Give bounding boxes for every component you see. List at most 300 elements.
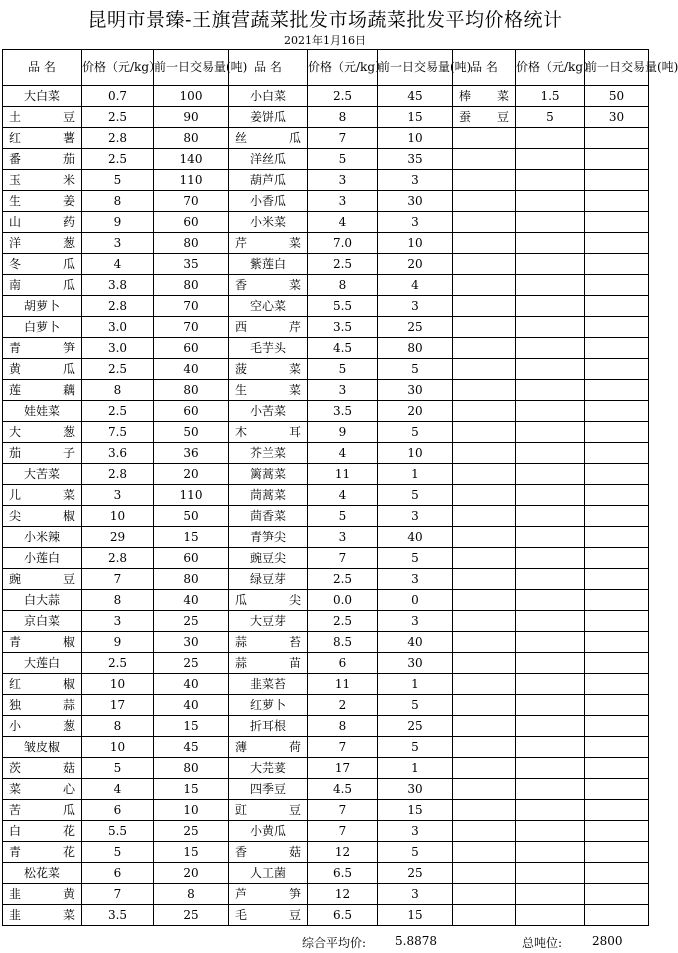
- table-row: [3, 548, 649, 569]
- header-row: [3, 50, 649, 86]
- cell-name: 松花菜: [3, 863, 82, 884]
- cell-price: 4: [308, 212, 378, 233]
- cell-volume: 30: [378, 380, 453, 401]
- empty-cell: [516, 422, 585, 443]
- cell-name: 白花: [3, 821, 82, 842]
- empty-cell: [516, 800, 585, 821]
- cell-price: 2.5: [82, 149, 154, 170]
- cell-volume: 40: [154, 590, 229, 611]
- empty-cell: [516, 884, 585, 905]
- empty-cell: [516, 401, 585, 422]
- table-row: [3, 653, 649, 674]
- cell-volume: 30: [378, 191, 453, 212]
- cell-name: 紫莲白: [229, 254, 308, 275]
- cell-name: 青椒: [3, 632, 82, 653]
- cell-volume: 0: [378, 590, 453, 611]
- empty-cell: [585, 128, 649, 149]
- empty-cell: [453, 380, 516, 401]
- cell-price: 3.5: [308, 317, 378, 338]
- table-row: [3, 170, 649, 191]
- cell-volume: 60: [154, 338, 229, 359]
- cell-volume: 20: [154, 863, 229, 884]
- cell-price: 29: [82, 527, 154, 548]
- table-row: [3, 905, 649, 926]
- empty-cell: [453, 443, 516, 464]
- cell-price: 10: [82, 674, 154, 695]
- empty-cell: [453, 149, 516, 170]
- empty-cell: [516, 674, 585, 695]
- cell-price: 2.5: [308, 611, 378, 632]
- cell-name: 生菜: [229, 380, 308, 401]
- cell-price: 8: [308, 107, 378, 128]
- cell-volume: 5: [378, 737, 453, 758]
- empty-cell: [453, 569, 516, 590]
- empty-cell: [516, 380, 585, 401]
- table-row: [3, 485, 649, 506]
- empty-cell: [516, 191, 585, 212]
- cell-name: 姜饼瓜: [229, 107, 308, 128]
- empty-cell: [585, 863, 649, 884]
- cell-name: 胡萝卜: [3, 296, 82, 317]
- cell-name: 小黄瓜: [229, 821, 308, 842]
- cell-price: 10: [82, 737, 154, 758]
- empty-cell: [453, 653, 516, 674]
- empty-cell: [453, 611, 516, 632]
- cell-volume: 8: [154, 884, 229, 905]
- empty-cell: [585, 800, 649, 821]
- table-row: [3, 107, 649, 128]
- cell-name: 豌豆尖: [229, 548, 308, 569]
- total-tonnage-value: 2800: [592, 934, 623, 948]
- cell-volume: 35: [378, 149, 453, 170]
- report-date: 2021年1月16日: [284, 34, 366, 47]
- cell-name: 儿菜: [3, 485, 82, 506]
- cell-volume: 20: [378, 254, 453, 275]
- cell-price: 7.5: [82, 422, 154, 443]
- cell-name: 毛豆: [229, 905, 308, 926]
- empty-cell: [585, 548, 649, 569]
- empty-cell: [453, 779, 516, 800]
- empty-cell: [453, 548, 516, 569]
- cell-name: 青笋: [3, 338, 82, 359]
- cell-volume: 15: [154, 779, 229, 800]
- cell-volume: 4: [378, 275, 453, 296]
- cell-name: 番茄: [3, 149, 82, 170]
- empty-cell: [453, 800, 516, 821]
- empty-cell: [585, 632, 649, 653]
- cell-price: 2.5: [82, 359, 154, 380]
- empty-cell: [585, 212, 649, 233]
- empty-cell: [516, 653, 585, 674]
- cell-volume: 30: [378, 779, 453, 800]
- table-row: [3, 590, 649, 611]
- table-row: [3, 233, 649, 254]
- empty-cell: [453, 191, 516, 212]
- cell-name: 棒菜: [453, 86, 516, 107]
- cell-volume: 80: [154, 758, 229, 779]
- cell-volume: 40: [378, 632, 453, 653]
- table-row: [3, 821, 649, 842]
- cell-name: 人工菌: [229, 863, 308, 884]
- empty-cell: [453, 884, 516, 905]
- cell-name: 香菇: [229, 842, 308, 863]
- cell-price: 7.0: [308, 233, 378, 254]
- cell-volume: 20: [154, 464, 229, 485]
- header-volume: 前一日交易量(吨): [585, 50, 649, 86]
- empty-cell: [516, 275, 585, 296]
- cell-price: 2.5: [308, 569, 378, 590]
- empty-cell: [585, 590, 649, 611]
- cell-price: 7: [308, 821, 378, 842]
- cell-name: 茄子: [3, 443, 82, 464]
- table-row: [3, 506, 649, 527]
- cell-name: 毛芋头: [229, 338, 308, 359]
- table-row: [3, 569, 649, 590]
- cell-name: 韭菜苔: [229, 674, 308, 695]
- table-row: [3, 737, 649, 758]
- table-row: [3, 842, 649, 863]
- header-name: 品 名: [3, 50, 82, 86]
- cell-volume: 90: [154, 107, 229, 128]
- table-row: [3, 632, 649, 653]
- cell-name: 青花: [3, 842, 82, 863]
- cell-price: 6: [82, 800, 154, 821]
- empty-cell: [585, 170, 649, 191]
- cell-volume: 10: [154, 800, 229, 821]
- cell-name: 京白菜: [3, 611, 82, 632]
- cell-price: 7: [82, 569, 154, 590]
- cell-volume: 10: [378, 128, 453, 149]
- cell-price: 8: [308, 275, 378, 296]
- cell-price: 7: [308, 800, 378, 821]
- cell-name: 韭菜: [3, 905, 82, 926]
- empty-cell: [453, 254, 516, 275]
- cell-volume: 140: [154, 149, 229, 170]
- total-tonnage-label: 总吨位:: [522, 936, 563, 950]
- cell-name: 木耳: [229, 422, 308, 443]
- cell-name: 茼蒿菜: [229, 485, 308, 506]
- cell-price: 5: [82, 170, 154, 191]
- empty-cell: [585, 716, 649, 737]
- empty-cell: [453, 401, 516, 422]
- cell-price: 3: [308, 170, 378, 191]
- table-row: [3, 149, 649, 170]
- empty-cell: [585, 611, 649, 632]
- table-row: [3, 317, 649, 338]
- cell-volume: 1: [378, 464, 453, 485]
- cell-price: 2.8: [82, 128, 154, 149]
- table-row: [3, 254, 649, 275]
- cell-name: 芥兰菜: [229, 443, 308, 464]
- cell-price: 12: [308, 842, 378, 863]
- cell-price: 11: [308, 464, 378, 485]
- empty-cell: [585, 842, 649, 863]
- cell-price: 7: [308, 128, 378, 149]
- cell-volume: 70: [154, 191, 229, 212]
- cell-name: 莲藕: [3, 380, 82, 401]
- header-name: 品 名: [453, 50, 516, 86]
- cell-price: 9: [308, 422, 378, 443]
- cell-price: 8: [82, 191, 154, 212]
- table-row: [3, 674, 649, 695]
- cell-name: 空心菜: [229, 296, 308, 317]
- cell-name: 蒜苔: [229, 632, 308, 653]
- cell-name: 大白菜: [3, 86, 82, 107]
- empty-cell: [453, 359, 516, 380]
- empty-cell: [516, 170, 585, 191]
- empty-cell: [585, 485, 649, 506]
- cell-price: 3: [82, 233, 154, 254]
- cell-price: 3.5: [82, 905, 154, 926]
- table-row: [3, 380, 649, 401]
- table-row: [3, 401, 649, 422]
- cell-name: 黄瓜: [3, 359, 82, 380]
- cell-price: 6.5: [308, 905, 378, 926]
- empty-cell: [516, 338, 585, 359]
- cell-price: 5: [82, 758, 154, 779]
- cell-volume: 3: [378, 611, 453, 632]
- cell-volume: 80: [154, 233, 229, 254]
- table-row: [3, 86, 649, 107]
- cell-price: 3.8: [82, 275, 154, 296]
- empty-cell: [516, 548, 585, 569]
- cell-volume: 5: [378, 695, 453, 716]
- cell-volume: 5: [378, 359, 453, 380]
- cell-volume: 3: [378, 212, 453, 233]
- empty-cell: [516, 569, 585, 590]
- empty-cell: [453, 212, 516, 233]
- cell-volume: 35: [154, 254, 229, 275]
- cell-name: 葫芦瓜: [229, 170, 308, 191]
- cell-volume: 50: [585, 86, 649, 107]
- cell-price: 2.5: [308, 86, 378, 107]
- empty-cell: [585, 884, 649, 905]
- cell-volume: 70: [154, 296, 229, 317]
- empty-cell: [585, 653, 649, 674]
- cell-volume: 25: [154, 905, 229, 926]
- empty-cell: [453, 338, 516, 359]
- table-row: [3, 884, 649, 905]
- cell-volume: 5: [378, 485, 453, 506]
- cell-price: 5: [308, 359, 378, 380]
- empty-cell: [516, 254, 585, 275]
- empty-cell: [516, 716, 585, 737]
- cell-volume: 25: [378, 317, 453, 338]
- cell-volume: 60: [154, 212, 229, 233]
- cell-name: 小米菜: [229, 212, 308, 233]
- empty-cell: [516, 527, 585, 548]
- empty-cell: [516, 632, 585, 653]
- cell-name: 芹菜: [229, 233, 308, 254]
- cell-name: 蒜苗: [229, 653, 308, 674]
- empty-cell: [585, 254, 649, 275]
- cell-volume: 5: [378, 842, 453, 863]
- table-row: [3, 275, 649, 296]
- table-row: [3, 527, 649, 548]
- cell-volume: 15: [154, 716, 229, 737]
- cell-price: 9: [82, 632, 154, 653]
- cell-price: 2.5: [82, 107, 154, 128]
- cell-name: 绿豆芽: [229, 569, 308, 590]
- empty-cell: [585, 443, 649, 464]
- empty-cell: [585, 527, 649, 548]
- cell-volume: 3: [378, 506, 453, 527]
- cell-name: 小白菜: [229, 86, 308, 107]
- cell-name: 冬瓜: [3, 254, 82, 275]
- empty-cell: [516, 863, 585, 884]
- cell-price: 4: [308, 443, 378, 464]
- cell-name: 芦笋: [229, 884, 308, 905]
- cell-name: 小葱: [3, 716, 82, 737]
- empty-cell: [453, 695, 516, 716]
- header-price: 价格（元/kg）: [308, 50, 378, 86]
- cell-name: 四季豆: [229, 779, 308, 800]
- header-volume: 前一日交易量(吨): [378, 50, 453, 86]
- empty-cell: [453, 275, 516, 296]
- cell-price: 5.5: [308, 296, 378, 317]
- cell-price: 3: [82, 611, 154, 632]
- cell-name: 小米辣: [3, 527, 82, 548]
- cell-volume: 100: [154, 86, 229, 107]
- cell-volume: 110: [154, 485, 229, 506]
- empty-cell: [516, 443, 585, 464]
- cell-price: 2.8: [82, 464, 154, 485]
- empty-cell: [453, 464, 516, 485]
- cell-price: 3: [82, 485, 154, 506]
- cell-volume: 5: [378, 422, 453, 443]
- cell-price: 6.5: [308, 863, 378, 884]
- header-name: 品 名: [229, 50, 308, 86]
- table-row: [3, 611, 649, 632]
- empty-cell: [516, 695, 585, 716]
- cell-volume: 25: [154, 653, 229, 674]
- cell-name: 洋葱: [3, 233, 82, 254]
- cell-volume: 50: [154, 422, 229, 443]
- cell-volume: 60: [154, 401, 229, 422]
- cell-price: 10: [82, 506, 154, 527]
- cell-name: 玉米: [3, 170, 82, 191]
- cell-name: 生姜: [3, 191, 82, 212]
- empty-cell: [453, 737, 516, 758]
- cell-volume: 3: [378, 884, 453, 905]
- cell-volume: 10: [378, 233, 453, 254]
- cell-name: 茴香菜: [229, 506, 308, 527]
- cell-price: 3: [308, 380, 378, 401]
- cell-price: 4.5: [308, 338, 378, 359]
- empty-cell: [453, 422, 516, 443]
- cell-name: 独蒜: [3, 695, 82, 716]
- table-row: [3, 800, 649, 821]
- average-price-label: 综合平均价:: [302, 936, 367, 950]
- empty-cell: [453, 233, 516, 254]
- cell-price: 11: [308, 674, 378, 695]
- table-row: [3, 212, 649, 233]
- cell-price: 5: [82, 842, 154, 863]
- cell-name: 薄荷: [229, 737, 308, 758]
- cell-name: 红萝卜: [229, 695, 308, 716]
- empty-cell: [516, 233, 585, 254]
- empty-cell: [585, 317, 649, 338]
- cell-price: 2: [308, 695, 378, 716]
- empty-cell: [453, 716, 516, 737]
- empty-cell: [516, 485, 585, 506]
- cell-price: 8: [82, 716, 154, 737]
- cell-price: 8: [82, 380, 154, 401]
- cell-volume: 25: [154, 611, 229, 632]
- empty-cell: [585, 905, 649, 926]
- cell-name: 大葱: [3, 422, 82, 443]
- empty-cell: [585, 149, 649, 170]
- cell-name: 小苦菜: [229, 401, 308, 422]
- empty-cell: [585, 233, 649, 254]
- empty-cell: [516, 905, 585, 926]
- empty-cell: [516, 611, 585, 632]
- cell-price: 7: [82, 884, 154, 905]
- empty-cell: [585, 380, 649, 401]
- empty-cell: [516, 317, 585, 338]
- cell-price: 3.0: [82, 338, 154, 359]
- cell-name: 白萝卜: [3, 317, 82, 338]
- cell-price: 5: [516, 107, 585, 128]
- empty-cell: [585, 359, 649, 380]
- cell-volume: 80: [154, 380, 229, 401]
- cell-volume: 10: [378, 443, 453, 464]
- cell-name: 大莲白: [3, 653, 82, 674]
- empty-cell: [585, 464, 649, 485]
- cell-volume: 3: [378, 569, 453, 590]
- table-row: [3, 359, 649, 380]
- table-row: [3, 422, 649, 443]
- cell-name: 茨菇: [3, 758, 82, 779]
- empty-cell: [585, 674, 649, 695]
- empty-cell: [516, 128, 585, 149]
- empty-cell: [585, 401, 649, 422]
- cell-price: 8.5: [308, 632, 378, 653]
- cell-volume: 1: [378, 758, 453, 779]
- empty-cell: [585, 296, 649, 317]
- empty-cell: [516, 779, 585, 800]
- cell-volume: 80: [154, 128, 229, 149]
- cell-volume: 40: [378, 527, 453, 548]
- empty-cell: [585, 695, 649, 716]
- table-row: [3, 128, 649, 149]
- cell-price: 2.8: [82, 548, 154, 569]
- cell-price: 17: [82, 695, 154, 716]
- cell-volume: 50: [154, 506, 229, 527]
- cell-price: 8: [82, 590, 154, 611]
- empty-cell: [453, 758, 516, 779]
- cell-name: 菠菜: [229, 359, 308, 380]
- cell-volume: 15: [378, 905, 453, 926]
- empty-cell: [453, 842, 516, 863]
- empty-cell: [453, 485, 516, 506]
- cell-volume: 40: [154, 695, 229, 716]
- cell-price: 9: [82, 212, 154, 233]
- table-row: [3, 779, 649, 800]
- cell-price: 2.5: [82, 653, 154, 674]
- cell-volume: 15: [154, 842, 229, 863]
- empty-cell: [453, 317, 516, 338]
- cell-volume: 80: [378, 338, 453, 359]
- cell-volume: 5: [378, 548, 453, 569]
- cell-name: 青笋尖: [229, 527, 308, 548]
- empty-cell: [453, 296, 516, 317]
- cell-volume: 30: [378, 653, 453, 674]
- cell-name: 豇豆: [229, 800, 308, 821]
- average-price-value: 5.8878: [395, 934, 437, 948]
- cell-price: 4: [82, 779, 154, 800]
- cell-price: 4: [308, 485, 378, 506]
